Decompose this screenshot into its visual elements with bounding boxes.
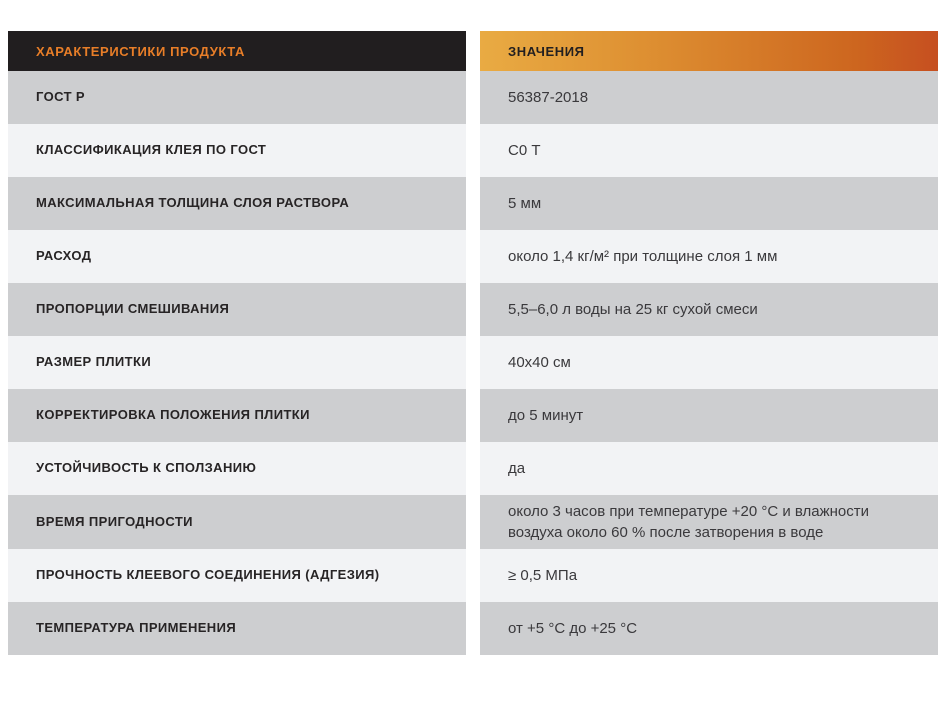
characteristic-label-cell [8,495,466,549]
column-gap [466,124,480,177]
column-gap [466,230,480,283]
table-row [8,495,938,549]
characteristic-value: от +5 °C до +25 °C [508,620,638,637]
characteristic-value: 5 мм [508,195,542,212]
characteristic-label-cell [8,283,466,336]
characteristic-label: РАСХОД [36,248,92,264]
table-row [8,442,938,495]
characteristic-label: ГОСТ Р [36,89,85,105]
characteristic-value-cell [480,71,938,124]
characteristic-value-cell [480,283,938,336]
characteristics-header-label: ХАРАКТЕРИСТИКИ ПРОДУКТА [36,43,245,59]
characteristic-value: ≥ 0,5 МПа [508,567,578,584]
characteristic-value: С0 Т [508,142,541,159]
table-row [8,602,938,655]
characteristic-value-cell [480,602,938,655]
characteristic-label: КЛАССИФИКАЦИЯ КЛЕЯ ПО ГОСТ [36,142,267,158]
characteristic-label: РАЗМЕР ПЛИТКИ [36,354,152,370]
table-row [8,389,938,442]
values-header-label: ЗНАЧЕНИЯ [508,43,585,59]
characteristic-value-cell [480,549,938,602]
table-header-row [8,31,938,71]
characteristic-value-cell [480,495,938,549]
table-row [8,283,938,336]
table-row [8,549,938,602]
table-row [8,71,938,124]
characteristic-value: 5,5–6,0 л воды на 25 кг сухой смеси [508,301,758,318]
characteristic-value-cell [480,389,938,442]
characteristic-label: ПРОПОРЦИИ СМЕШИВАНИЯ [36,301,230,317]
characteristic-label: ТЕМПЕРАТУРА ПРИМЕНЕНИЯ [36,620,237,636]
characteristic-value-cell [480,336,938,389]
characteristic-label: ПРОЧНОСТЬ КЛЕЕВОГО СОЕДИНЕНИЯ (АДГЕЗИЯ) [36,567,380,583]
characteristic-value: 40х40 см [508,354,571,371]
characteristic-label-cell [8,230,466,283]
characteristic-value-cell [480,442,938,495]
characteristic-label-cell [8,336,466,389]
characteristic-value: 56387-2018 [508,89,589,106]
table-row [8,230,938,283]
characteristic-value-cell [480,177,938,230]
column-gap [466,283,480,336]
characteristic-value: да [508,460,526,477]
column-gap [466,31,480,71]
characteristic-label-cell [8,602,466,655]
column-gap [466,442,480,495]
column-gap [466,602,480,655]
table-row [8,177,938,230]
characteristic-label: УСТОЙЧИВОСТЬ К СПОЛЗАНИЮ [36,460,257,476]
characteristic-value: до 5 минут [508,407,584,424]
column-gap [466,389,480,442]
characteristic-label-cell [8,389,466,442]
characteristic-value: около 3 часов при температуре +20 °C и влажности воздуха около 60 % после затворения в воде [508,503,870,541]
characteristic-value: около 1,4 кг/м² при толщине слоя 1 мм [508,248,778,265]
table-body [8,71,938,655]
characteristic-label: ВРЕМЯ ПРИГОДНОСТИ [36,513,193,529]
table-row [8,336,938,389]
column-gap [466,549,480,602]
column-gap [466,177,480,230]
characteristic-value-cell [480,124,938,177]
characteristic-label-cell [8,124,466,177]
column-gap [466,71,480,124]
characteristic-label-cell [8,71,466,124]
column-gap [466,495,480,549]
characteristic-label-cell [8,177,466,230]
characteristic-value-cell [480,230,938,283]
characteristic-label-cell [8,549,466,602]
table-row [8,124,938,177]
characteristic-label-cell [8,442,466,495]
column-gap [466,336,480,389]
characteristics-header-cell [8,31,466,71]
characteristic-label: КОРРЕКТИРОВКА ПОЛОЖЕНИЯ ПЛИТКИ [36,407,310,423]
values-header-cell [480,31,938,71]
product-specs-table [8,31,938,655]
characteristic-label: МАКСИМАЛЬНАЯ ТОЛЩИНА СЛОЯ РАСТВОРА [36,195,350,211]
